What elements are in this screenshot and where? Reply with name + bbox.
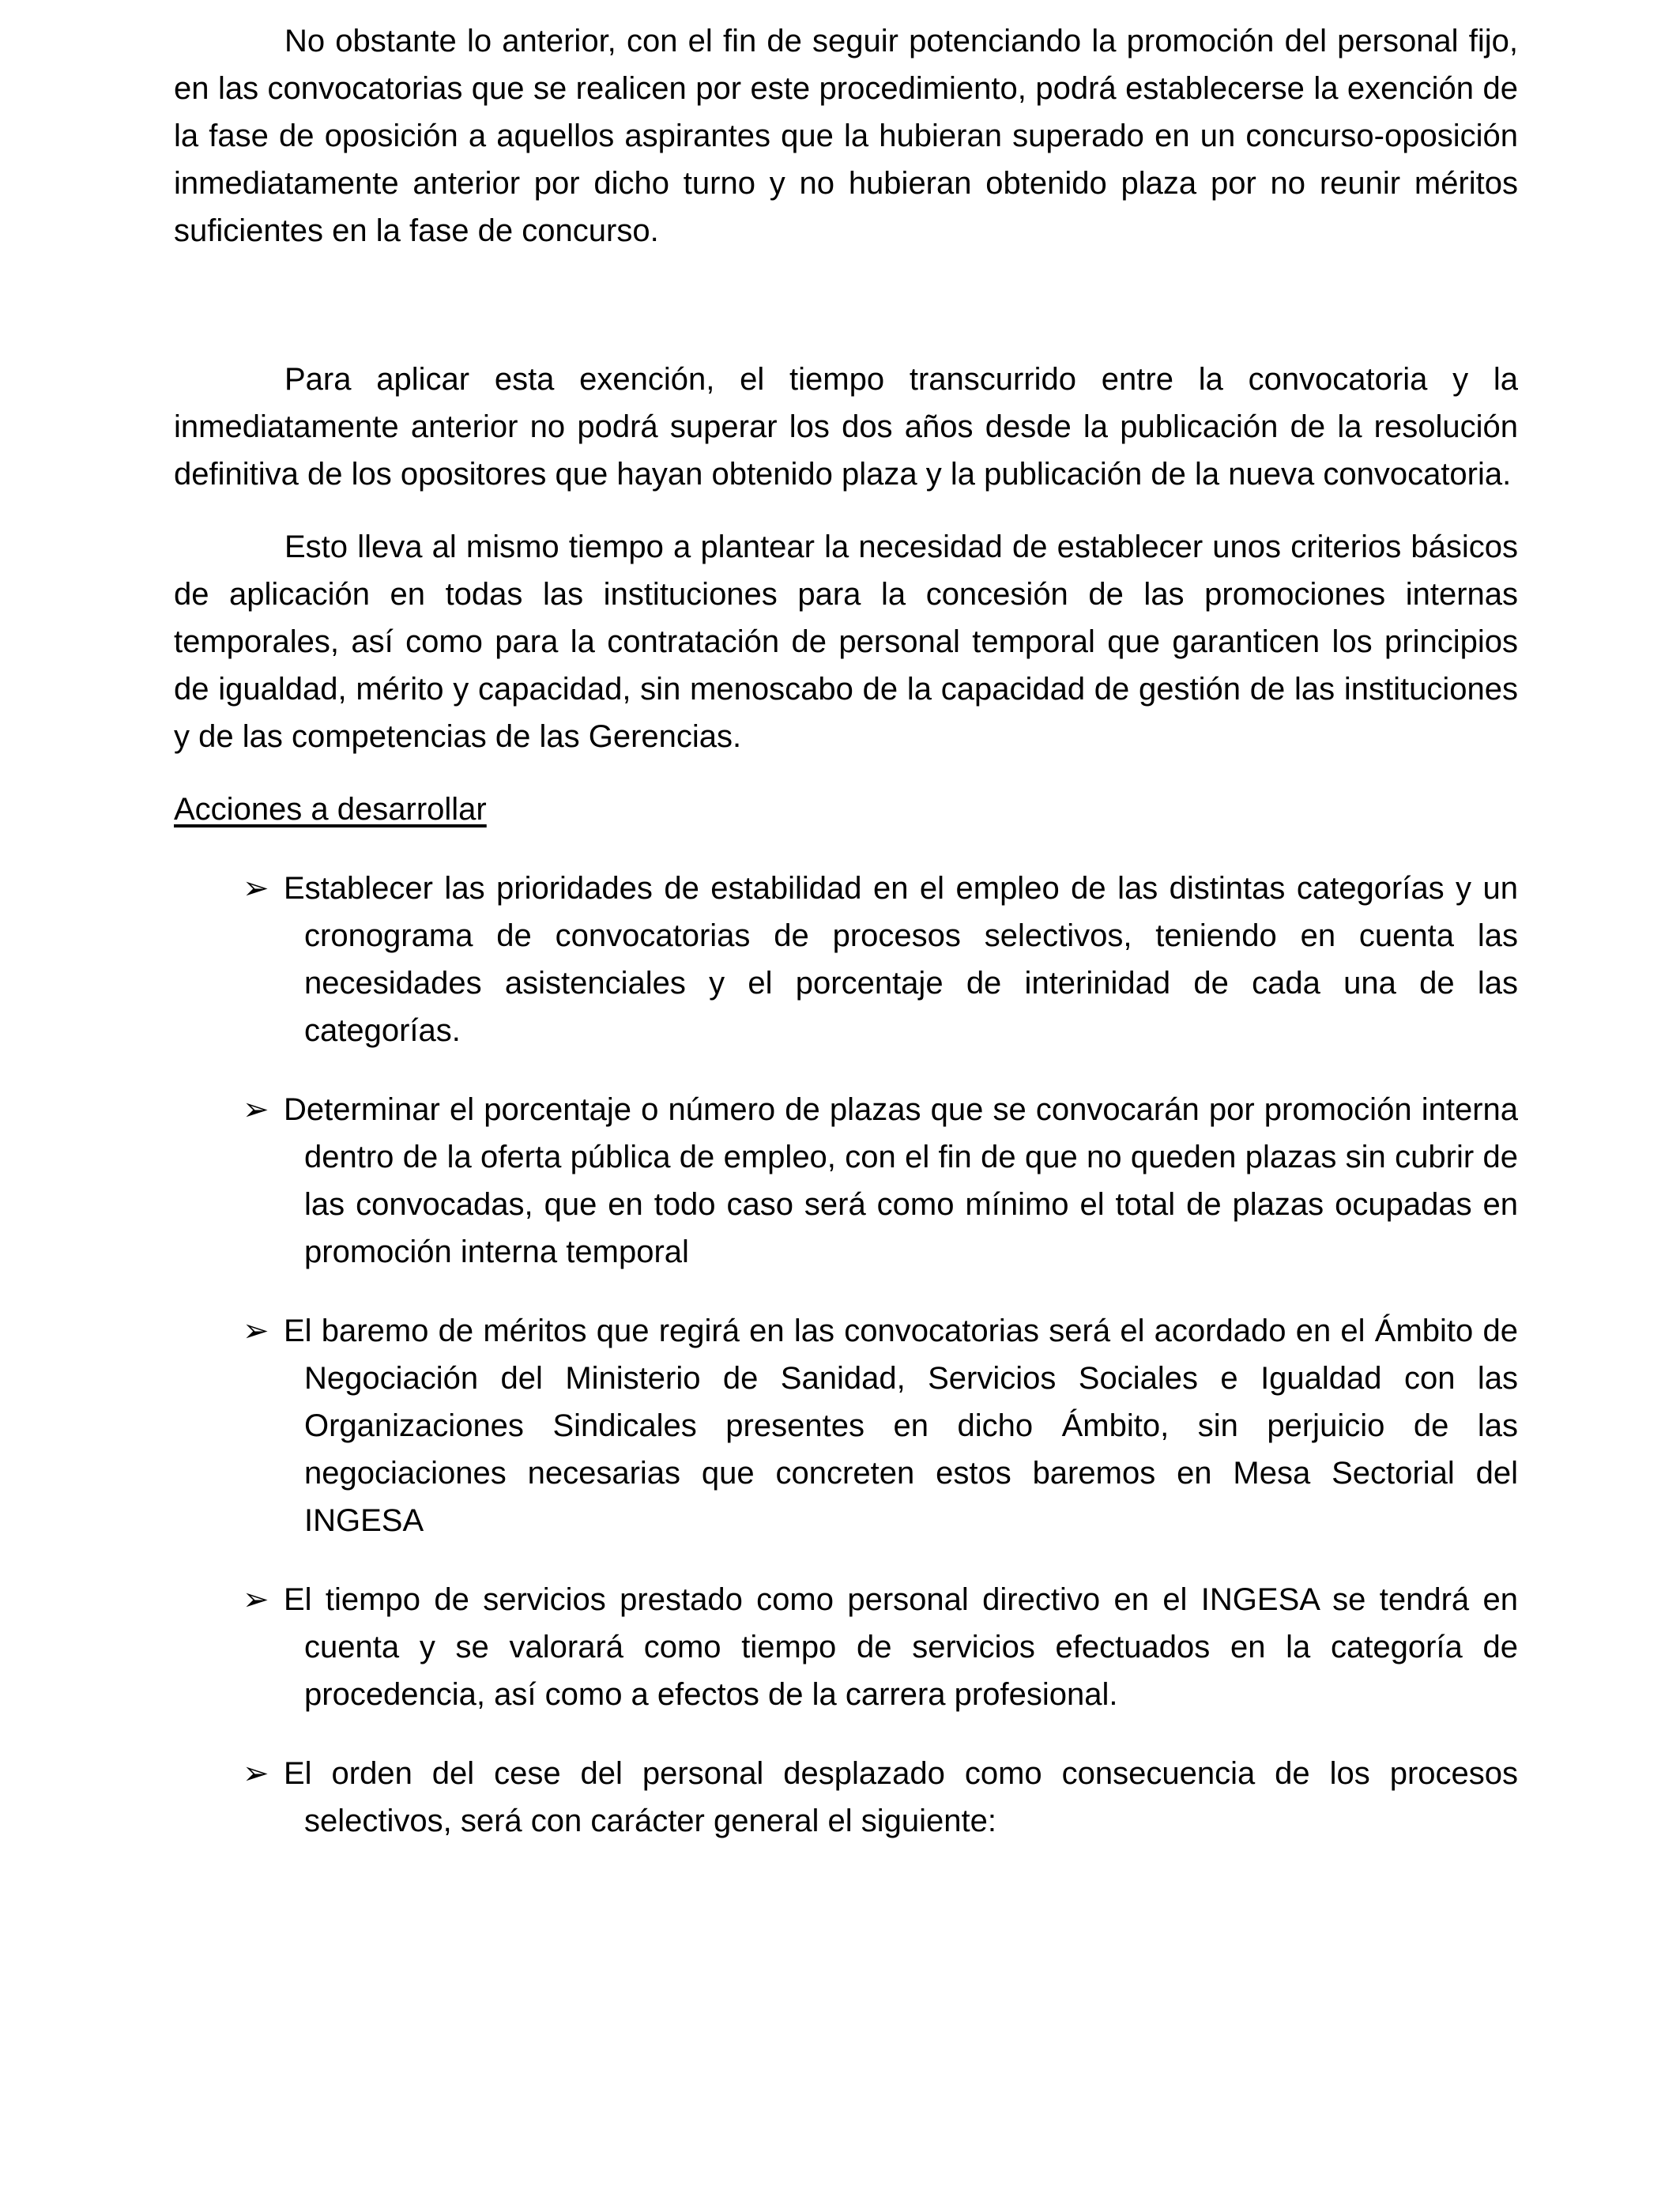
bullet-text-porcentaje-plazas: Determinar el porcentaje o número de plazas que se convocarán por promoción interna dentro de la oferta pública de empleo, con el fin de que no queden plazas sin cubrir de las convocadas, que en todo caso será como mínimo el total de plazas ocupadas en promoción interna temporal [284,1092,1518,1269]
bullet-text-baremo-meritos: El baremo de méritos que regirá en las convocatorias será el acordado en el Ámbito de Negociación del Ministerio de Sanidad, Servicios Sociales e Igualdad con las Organizaciones Sindicales presentes en dicho Ámbito, sin perjuicio de las negociaciones necesarias que concreten estos baremos en Mesa Sectorial del INGESA [284,1314,1518,1538]
list-item [174,1750,1518,1845]
paragraph-exencion-oposicion: No obstante lo anterior, con el fin de seguir potenciando la promoción del personal fijo, en las convocatorias que se realicen por este procedimiento, podrá establecerse la exención de la fase de oposición a aquellos aspirantes que la hubieran superado en un concurso-oposición inmediatamente anterior por dicho turno y no hubieran obtenido plaza por no reunir méritos suficientes en la fase de concurso. [174,24,1518,248]
arrow-bullet-icon: ➢ [243,1313,269,1349]
arrow-bullet-icon: ➢ [243,1091,269,1128]
section-heading-acciones: Acciones a desarrollar [174,792,487,827]
list-item [174,1576,1518,1718]
arrow-bullet-icon: ➢ [243,1755,269,1792]
acciones-bullet-list [174,865,1518,1845]
bullet-text-orden-cese: El orden del cese del personal desplazado como consecuencia de los procesos selectivos, será con carácter general el siguiente: [284,1756,1518,1838]
list-item [174,1307,1518,1544]
list-item [174,865,1518,1054]
bullet-text-tiempo-servicios: El tiempo de servicios prestado como personal directivo en el INGESA se tendrá en cuenta y se valorará como tiempo de servicios efectuados en la categoría de procedencia, así como a efectos de la carrera profesional. [284,1582,1518,1712]
arrow-bullet-icon: ➢ [243,870,269,907]
bullet-text-prioridades: Establecer las prioridades de estabilidad en el empleo de las distintas categorías y un cronograma de convocatorias de procesos selectivos, teniendo en cuenta las necesidades asistenciales y el porcentaje de interinidad de cada una de las categorías. [284,871,1518,1048]
paragraph-criterios-basicos: Esto lleva al mismo tiempo a plantear la necesidad de establecer unos criterios básicos de aplicación en todas las instituciones para la concesión de las promociones internas temporales, así como para la contratación de personal temporal que garanticen los principios de igualdad, mérito y capacidad, sin menoscabo de la capacidad de gestión de las instituciones y de las competencias de las Gerencias. [174,530,1518,754]
arrow-bullet-icon: ➢ [243,1581,269,1618]
paragraph-plazo-exencion: Para aplicar esta exención, el tiempo transcurrido entre la convocatoria y la inmediatamente anterior no podrá superar los dos años desde la publicación de la resolución definitiva de los opositores que hayan obtenido plaza y la publicación de la nueva convocatoria. [174,362,1518,492]
list-item [174,1086,1518,1276]
